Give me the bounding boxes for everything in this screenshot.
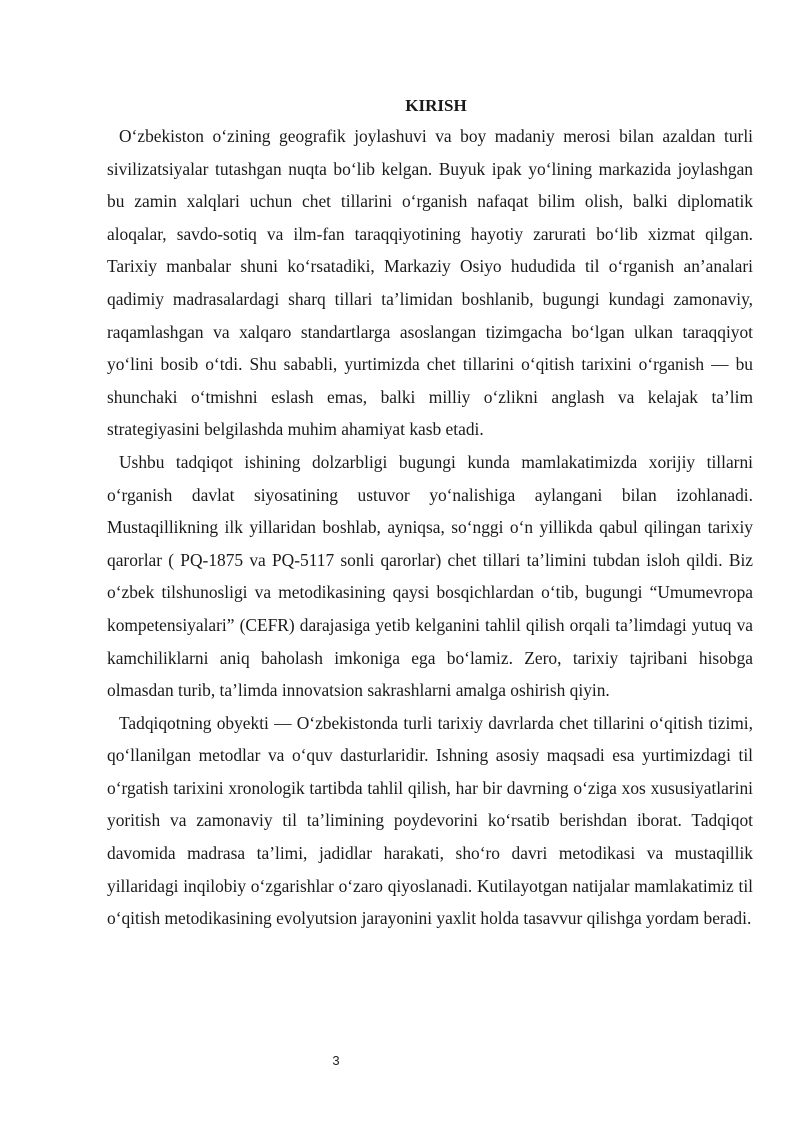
paragraph-relevance: Ushbu tadqiqot ishining dolzarbligi bugungi kunda mamlakatimizda xorijiy tillarni o‘rganish davlat siyosatining ustuvor yo‘nalishiga aylangani bilan izohlanadi. Mustaqillikning ilk yillaridan boshlab, ayniqsa, so‘nggi o‘n yillikda qabul qilingan tarixiy qarorlar ( PQ-1875 va PQ-5117 sonli qarorlar) chet tillari ta’limini tubdan isloh qildi. Biz o‘zbek tilshunosligi va metodikasining qaysi bosqichlardan o‘tib, bugungi “Umumevropa kompetensiyalari” (CEFR) darajasiga yetib kelganini tahlil qilish orqali ta’limdagi yutuq va kamchiliklarni aniq baholash imkoniga ega bo‘lamiz. Zero, tarixiy tajribani hisobga olmasdan turib, ta’limda innovatsion sakrashlarni amalga oshirish qiyin. [107,451,753,701]
document-page [107,92,753,935]
paragraph-intro: O‘zbekiston o‘zining geografik joylashuvi va boy madaniy merosi bilan azaldan turli sivilizatsiyalar tutashgan nuqta bo‘lib kelgan. Buyuk ipak yo‘lining markazida joylashgan bu zamin xalqlari uchun chet tillarini o‘rganish nafaqat bilim olish, balki diplomatik aloqalar, savdo-sotiq va ilm-fan taraqqiyotining hayotiy zarurati bo‘lib xizmat qilgan. Tarixiy manbalar shuni ko‘rsatadiki, Markaziy Osiyo hududida til o‘rganish an’analari qadimiy madrasalardagi sharq tillari ta’limidan boshlanib, bugungi kundagi zamonaviy, raqamlashgan va xalqaro standartlarga asoslangan tizimgacha bo‘lgan ulkan taraqqiyot yo‘lini bosib o‘tdi. Shu sababli, yurtimizda chet tillarini o‘qitish tarixini o‘rganish — bu shunchaki o‘tmishni eslash emas, balki milliy o‘zlikni anglash va kelajak ta’lim strategiyasini belgilashda muhim ahamiyat kasb etadi. [107,126,753,440]
section-heading: KIRISH [405,96,467,115]
paragraph-objective: Tadqiqotning obyekti — O‘zbekistonda turli tarixiy davrlarda chet tillarini o‘qitish tizimi, qo‘llanilgan metodlar va o‘quv dasturlaridir. Ishning asosiy maqsadi esa yurtimizdagi til o‘rgatish tarixini xronologik tartibda tahlil qilish, har bir davrning o‘ziga xos xususiyatlarini yoritish va zamonaviy til ta’limining poydevorini ko‘rsatib berishdan iborat. Tadqiqot davomida madrasa ta’limi, jadidlar harakati, sho‘ro davri metodikasi va mustaqillik yillaridagi inqilobiy o‘zgarishlar o‘zaro qiyoslanadi. Kutilayotgan natijalar mamlakatimiz til o‘qitish metodikasining evolyutsion jarayonini yaxlit holda tasavvur qilishga yordam beradi. [107,712,753,929]
page-number: 3 [332,1053,340,1068]
